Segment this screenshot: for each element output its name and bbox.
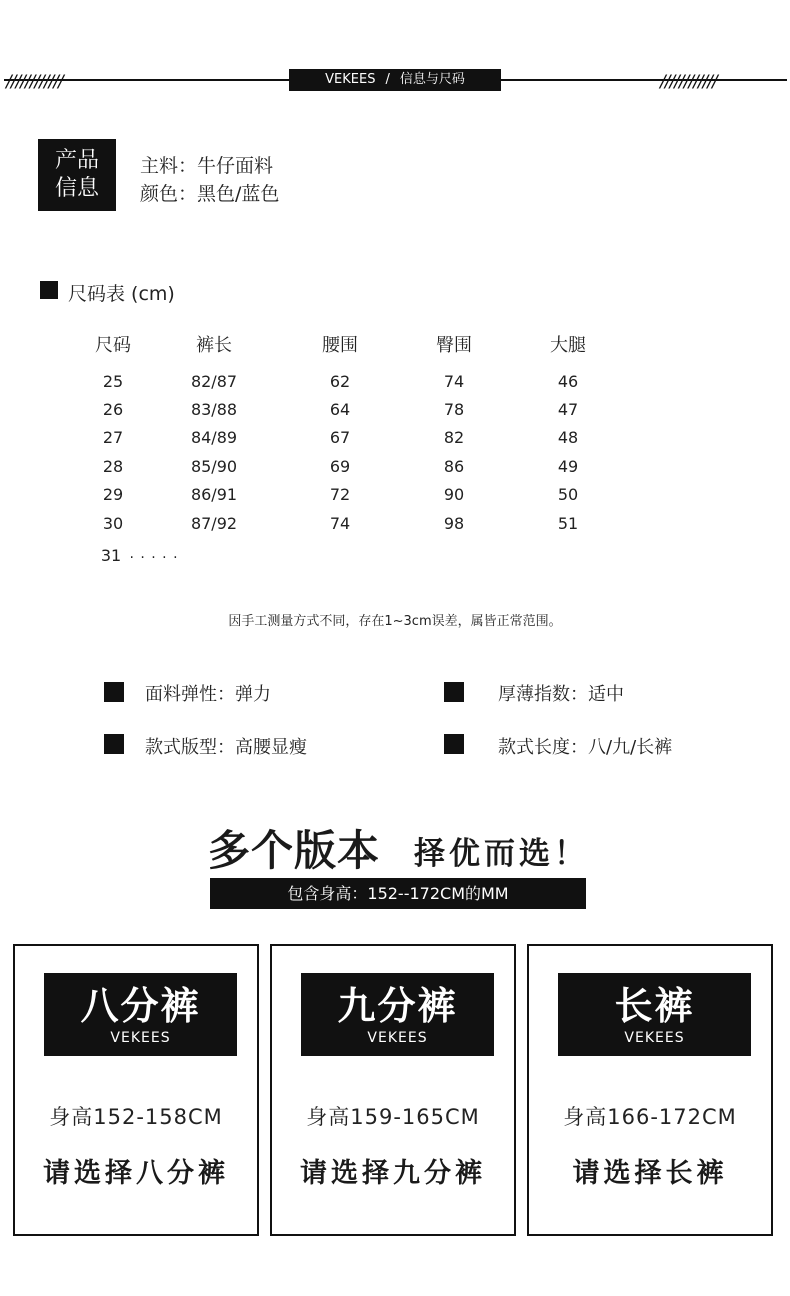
table-cell: 82/87 bbox=[190, 372, 238, 391]
table-cell: 72 bbox=[329, 485, 351, 504]
version-height: 身高166-172CM bbox=[563, 1105, 737, 1129]
table-cell: 49 bbox=[557, 457, 579, 476]
table-cell: 28 bbox=[102, 457, 124, 476]
table-cell: 74 bbox=[443, 372, 465, 391]
table-cell: 78 bbox=[443, 400, 465, 419]
table-cell: 83/88 bbox=[190, 400, 238, 419]
version-height: 身高152-158CM bbox=[49, 1105, 223, 1129]
version-card-eighth bbox=[13, 944, 259, 1236]
table-cell: 46 bbox=[557, 372, 579, 391]
version-cta: 请选择长裤 bbox=[572, 1158, 728, 1189]
attribute-bullet bbox=[444, 682, 464, 702]
attribute-bullet bbox=[104, 734, 124, 754]
header-hatch-right: //////////// bbox=[660, 72, 717, 92]
material-text: 主料：牛仔面料 bbox=[140, 155, 274, 177]
table-cell: 30 bbox=[102, 514, 124, 533]
version-brand: VEKEES bbox=[624, 1029, 685, 1046]
product-info-badge-line1: 产品 bbox=[54, 148, 99, 173]
table-cell: 64 bbox=[329, 400, 351, 419]
table-cell: 86/91 bbox=[190, 485, 238, 504]
version-badge bbox=[301, 973, 494, 1056]
version-badge bbox=[558, 973, 751, 1056]
table-cell: 85/90 bbox=[190, 457, 238, 476]
table-cell: 48 bbox=[557, 428, 579, 447]
version-card-full bbox=[527, 944, 773, 1236]
size-table-bullet bbox=[40, 281, 58, 299]
version-name: 九分裤 bbox=[337, 983, 458, 1028]
height-range-bar: 包含身高：152--172CM的MM bbox=[210, 878, 586, 909]
attribute-length: 款式长度：八/九/长裤 bbox=[498, 737, 673, 758]
attribute-thickness: 厚薄指数：适中 bbox=[498, 684, 624, 705]
table-cell: 29 bbox=[102, 485, 124, 504]
table-cell: 84/89 bbox=[190, 428, 238, 447]
table-cell: 62 bbox=[329, 372, 351, 391]
versions-title: 多个版本 bbox=[208, 826, 381, 875]
size-table-header: 大腿 bbox=[550, 335, 586, 356]
extra-size-dots: . . . . . bbox=[129, 546, 179, 562]
table-cell: 86 bbox=[443, 457, 465, 476]
table-cell: 26 bbox=[102, 400, 124, 419]
table-cell: 74 bbox=[329, 514, 351, 533]
version-badge bbox=[44, 973, 237, 1056]
table-cell: 87/92 bbox=[190, 514, 238, 533]
header-label bbox=[289, 69, 501, 91]
product-info-badge-line2: 信息 bbox=[54, 176, 99, 201]
table-cell: 47 bbox=[557, 400, 579, 419]
attribute-elasticity: 面料弹性：弹力 bbox=[145, 684, 271, 705]
version-cta: 请选择九分裤 bbox=[300, 1158, 486, 1189]
size-table-title: 尺码表 (cm) bbox=[68, 283, 175, 305]
header-rule-right bbox=[501, 79, 787, 81]
header-hatch-left: //////////// bbox=[6, 72, 63, 92]
table-cell: 25 bbox=[102, 372, 124, 391]
version-brand: VEKEES bbox=[367, 1029, 428, 1046]
measurement-note: 因手工测量方式不同，存在1~3cm误差，属皆正常范围。 bbox=[228, 614, 562, 629]
header-brand: VEKEES bbox=[325, 72, 376, 87]
size-table-header: 腰围 bbox=[322, 335, 358, 356]
size-table-header: 裤长 bbox=[196, 335, 232, 356]
table-cell: 51 bbox=[557, 514, 579, 533]
size-table-header: 臀围 bbox=[436, 335, 472, 356]
table-cell: 82 bbox=[443, 428, 465, 447]
size-table-header: 尺码 bbox=[95, 335, 131, 356]
version-card-ninth bbox=[270, 944, 516, 1236]
extra-size: 31 bbox=[100, 546, 122, 565]
version-brand: VEKEES bbox=[110, 1029, 171, 1046]
version-height: 身高159-165CM bbox=[306, 1105, 480, 1129]
attribute-fit: 款式版型：高腰显瘦 bbox=[145, 737, 307, 758]
header-section: 信息与尺码 bbox=[399, 72, 465, 87]
version-cta: 请选择八分裤 bbox=[43, 1158, 229, 1189]
table-cell: 67 bbox=[329, 428, 351, 447]
product-info-badge bbox=[38, 139, 116, 211]
table-cell: 27 bbox=[102, 428, 124, 447]
table-cell: 50 bbox=[557, 485, 579, 504]
color-text: 颜色：黑色/蓝色 bbox=[140, 183, 280, 205]
attribute-bullet bbox=[444, 734, 464, 754]
versions-subtitle: 择优而选！ bbox=[414, 836, 589, 872]
table-cell: 90 bbox=[443, 485, 465, 504]
table-cell: 69 bbox=[329, 457, 351, 476]
version-name: 八分裤 bbox=[80, 983, 201, 1028]
table-cell: 98 bbox=[443, 514, 465, 533]
version-name: 长裤 bbox=[614, 983, 695, 1028]
header-separator: / bbox=[385, 72, 390, 87]
attribute-bullet bbox=[104, 682, 124, 702]
